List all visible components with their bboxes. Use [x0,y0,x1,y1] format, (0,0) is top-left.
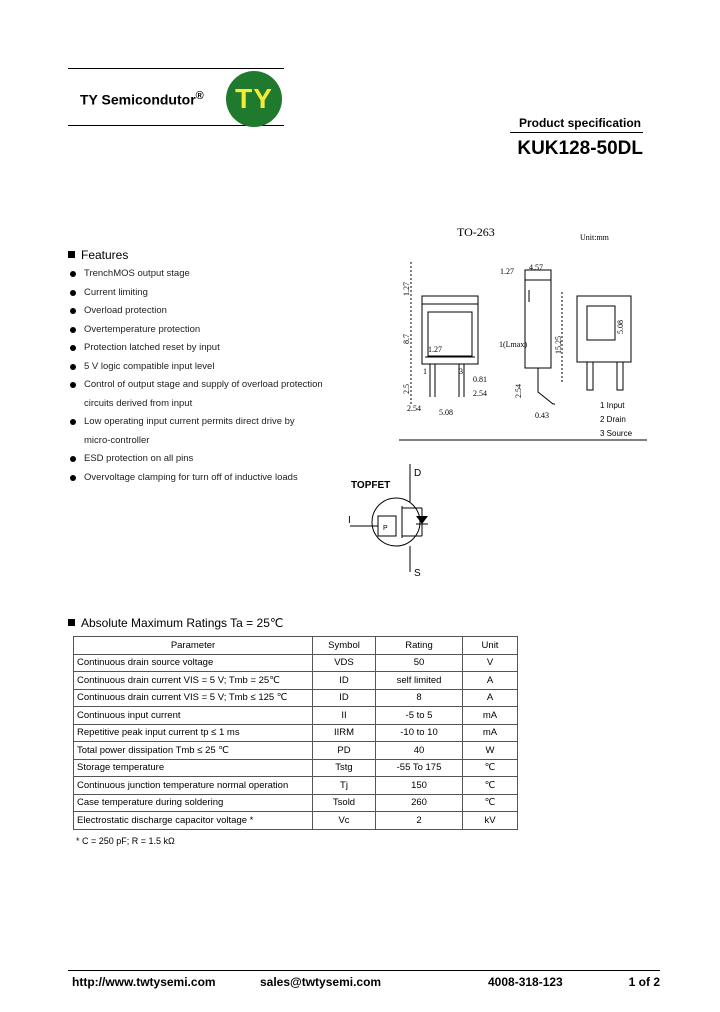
column-header-unit: Unit [463,637,518,655]
cell-rating: self limited [376,672,463,690]
cell-rating: 2 [376,812,463,830]
feature-item [68,413,368,432]
cell-unit: W [463,742,518,760]
table-row [74,742,518,760]
registered-mark: ® [195,90,204,102]
cell-unit: V [463,654,518,672]
back-view [577,296,631,390]
feature-text: Overtemperature protection [84,323,201,335]
cell-symbol: VDS [313,654,376,672]
footer-website-link[interactable]: http://www.twtysemi.com [72,975,216,989]
source-label: S [414,568,421,579]
cell-unit: ℃ [463,777,518,795]
cell-parameter: Repetitive peak input current tp ≤ 1 ms [74,724,313,742]
pin-legend-2: 2 Drain [600,415,626,424]
diode-icon [416,516,428,524]
bullet-icon [70,271,76,277]
company-name-text: TY Semicondutor [80,91,196,108]
bullet-icon [70,419,76,425]
back-window [587,306,615,340]
bullet-icon [70,382,76,388]
table-header-row [74,637,518,655]
front-body [422,304,478,364]
pin-number: 1 [423,367,427,376]
cell-rating: -55 To 175 [376,759,463,777]
front-view [411,262,478,404]
cell-rating: 40 [376,742,463,760]
cell-symbol: PD [313,742,376,760]
protection-label: P [383,525,388,532]
footer-email-link[interactable]: sales@twtysemi.com [260,975,382,989]
cell-symbol: Tsold [313,794,376,812]
feature-item [68,358,368,377]
package-unit: Unit:mm [580,233,609,242]
dim-label: 2.54 [407,404,421,413]
cell-unit: A [463,689,518,707]
bullet-icon [70,364,76,370]
feature-text: Current limiting [84,286,148,298]
cell-symbol: Vc [313,812,376,830]
column-header-rating: Rating [376,637,463,655]
table-row [74,759,518,777]
dim-label: 4.57 [529,263,543,272]
column-header-symbol: Symbol [313,637,376,655]
cell-parameter: Continuous junction temperature normal operation [74,777,313,795]
bullet-icon [70,475,76,481]
cell-unit: kV [463,812,518,830]
input-label: I [348,515,351,526]
part-number: KUK128-50DL [517,138,643,159]
package-outline-drawing [395,222,650,444]
square-bullet-icon [68,619,75,626]
cell-rating: 50 [376,654,463,672]
feature-text: circuits derived from input [84,397,193,409]
feature-text: Protection latched reset by input [84,342,220,353]
table-row [74,672,518,690]
company-logo: TY [226,71,282,127]
cell-rating: 8 [376,689,463,707]
topfet-symbol [340,460,450,582]
dim-label: 2.54 [473,389,487,398]
bullet-icon [70,456,76,462]
feature-item [68,450,368,469]
ratings-footnote: * C = 250 pF; R = 1.5 kΩ [76,836,175,846]
cell-rating: 260 [376,794,463,812]
dim-label: 1.27 [500,267,514,276]
pin-legend-3: 3 Source [600,429,633,438]
cell-symbol: Tstg [313,759,376,777]
dim-label: 5.08 [439,408,453,417]
feature-text: TrenchMOS output stage [84,268,190,279]
dim-label: 15.25 [554,336,563,354]
cell-symbol: ID [313,689,376,707]
feature-text: Low operating input current permits direct drive by [84,416,295,427]
table-row [74,707,518,725]
feature-text: ESD protection on all pins [84,453,194,464]
cell-parameter: Continuous drain current VIS = 5 V; Tmb ≤ 125 ℃ [74,689,313,707]
dim-label: 0.43 [535,411,549,420]
cell-symbol: II [313,707,376,725]
cell-unit: ℃ [463,759,518,777]
feature-item [68,376,368,395]
feature-text: Overload protection [84,305,167,316]
side-lead [538,368,555,404]
feature-item [68,265,368,284]
cell-symbol: Tj [313,777,376,795]
cell-unit: mA [463,724,518,742]
cell-parameter: Electrostatic discharge capacitor voltage * [74,812,313,830]
feature-text: 5 V logic compatible input level [84,360,215,372]
cell-unit: A [463,672,518,690]
dim-label: 2.5 [402,384,411,394]
features-heading-text: Features [81,248,129,262]
ratings-heading [68,616,283,630]
spec-rule [510,132,643,133]
dim-label: 0.81 [473,375,487,384]
dim-label: 1(Lmax) [499,340,527,349]
dim-label: 2.54 [514,384,523,398]
feature-item [68,321,368,340]
feature-item-continued [68,395,368,414]
feature-item [68,469,368,488]
bullet-icon [70,327,76,333]
cell-parameter: Continuous drain source voltage [74,654,313,672]
back-pin [617,362,623,390]
back-pin [587,362,593,390]
cell-unit: mA [463,707,518,725]
cell-symbol: IIRM [313,724,376,742]
feature-text: micro-controller [84,434,150,446]
cell-unit: ℃ [463,794,518,812]
dim-label: 1.27 [402,282,411,296]
cell-parameter: Case temperature during soldering [74,794,313,812]
company-name [80,90,204,108]
table-row [74,812,518,830]
column-header-parameter: Parameter [74,637,313,655]
page-number: 1 of 2 [628,975,660,989]
pin-legend-1: 1 Input [600,401,625,410]
drain-label: D [414,468,422,479]
ratings-heading-text: Absolute Maximum Ratings Ta = 25℃ [81,616,284,630]
feature-item [68,339,368,358]
feature-item [68,302,368,321]
ratings-table [73,636,518,830]
cell-parameter: Continuous input current [74,707,313,725]
topfet-label: TOPFET [351,480,391,491]
feature-text: Control of output stage and supply of overload protection [84,379,323,390]
table-row [74,724,518,742]
cell-parameter: Total power dissipation Tmb ≤ 25 ℃ [74,742,313,760]
table-row [74,777,518,795]
feature-item-continued [68,432,368,451]
feature-item [68,284,368,303]
square-bullet-icon [68,251,75,258]
cell-rating: 150 [376,777,463,795]
bullet-icon [70,308,76,314]
cell-rating: -5 to 5 [376,707,463,725]
product-spec-label: Product specification [518,116,641,130]
header-top-rule [68,68,284,69]
table-row [74,794,518,812]
bullet-icon [70,345,76,351]
front-tab [422,296,478,304]
bullet-icon [70,290,76,296]
dim-label: 1.27 [428,345,442,354]
cell-symbol: ID [313,672,376,690]
footer-phone: 4008-318-123 [488,975,563,989]
features-list [68,265,368,487]
cell-rating: -10 to 10 [376,724,463,742]
pin-number: 3 [459,367,463,376]
dim-label: 5.08 [616,320,625,334]
table-row [74,689,518,707]
cell-parameter: Storage temperature [74,759,313,777]
footer-rule [68,970,660,971]
cell-parameter: Continuous drain current VIS = 5 V; Tmb = 25℃ [74,672,313,690]
feature-text: Overvoltage clamping for turn off of inductive loads [84,471,298,483]
dim-label: 8.7 [402,334,411,344]
package-title: TO-263 [457,225,495,239]
features-heading [68,248,128,262]
table-row [74,654,518,672]
